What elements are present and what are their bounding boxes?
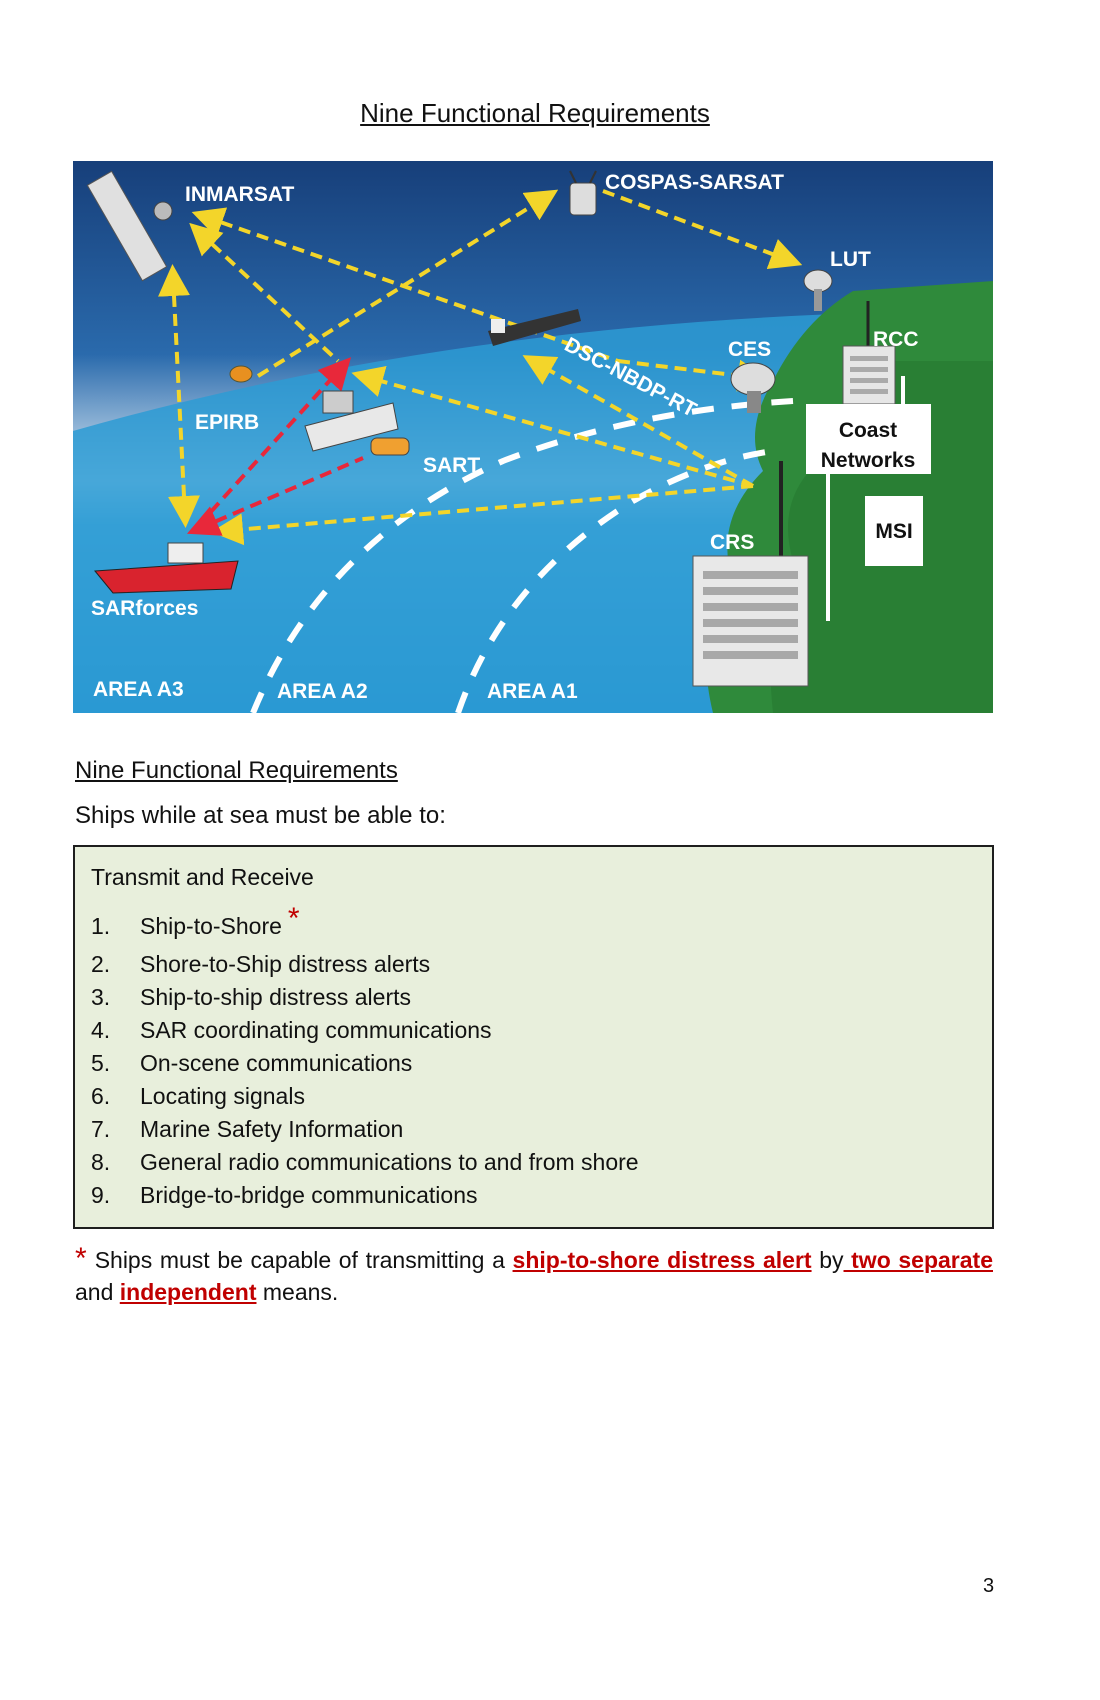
item-number: 5. xyxy=(91,1050,111,1076)
footnote-text-2: by xyxy=(811,1247,844,1273)
item-text: Locating signals xyxy=(140,1083,305,1109)
highlight-distress-alert: ship-to-shore distress alert xyxy=(512,1247,812,1273)
label-crs: CRS xyxy=(710,531,755,554)
label-area-a3: AREA A3 xyxy=(93,678,184,701)
label-coast: Coast xyxy=(838,419,898,442)
label-sart: SART xyxy=(423,454,481,477)
label-networks: Networks xyxy=(820,449,916,472)
item-text: Marine Safety Information xyxy=(140,1116,404,1142)
page-number: 3 xyxy=(983,1575,995,1597)
item-text: On-scene communications xyxy=(140,1050,413,1076)
item-text: Shore-to-Ship distress alerts xyxy=(140,951,431,977)
list-item xyxy=(91,1050,412,1077)
list-item xyxy=(91,951,430,978)
page-title: Nine Functional Requirements xyxy=(360,98,710,128)
footnote-text-4: means. xyxy=(256,1279,339,1305)
item-text: Ship-to-ship distress alerts xyxy=(140,984,411,1010)
item-number: 4. xyxy=(91,1017,111,1043)
item-number: 7. xyxy=(91,1116,111,1142)
footnote-text-3: and xyxy=(75,1279,120,1305)
highlight-two-separate: two separate xyxy=(843,1247,993,1273)
item-number: 1. xyxy=(91,913,111,939)
list-item xyxy=(91,902,300,942)
list-item xyxy=(91,1182,478,1209)
requirements-box xyxy=(73,845,994,1229)
label-rcc: RCC xyxy=(873,328,919,351)
item-number: 6. xyxy=(91,1083,111,1109)
intro-text: Ships while at sea must be able to: xyxy=(75,802,446,829)
item-text: General radio communications to and from shore xyxy=(140,1149,639,1175)
label-cospas-sarsat: COSPAS-SARSAT xyxy=(605,171,784,194)
label-epirb: EPIRB xyxy=(195,411,260,434)
list-item xyxy=(91,1149,639,1176)
gmdss-diagram xyxy=(73,161,993,713)
item-text: SAR coordinating communications xyxy=(140,1017,492,1043)
list-item xyxy=(91,1116,403,1143)
highlight-independent: independent xyxy=(119,1279,257,1305)
label-dsc-nbdp-rt: DSC-NBDP-RT xyxy=(560,333,701,422)
list-item xyxy=(91,1017,492,1044)
item-number: 9. xyxy=(91,1182,111,1208)
box-heading: Transmit and Receive xyxy=(91,864,314,890)
item-text: Ship-to-Shore xyxy=(140,913,282,939)
sart-icon xyxy=(371,438,409,455)
item-number: 3. xyxy=(91,984,111,1010)
label-msi: MSI xyxy=(875,520,913,543)
item-text: Bridge-to-bridge communications xyxy=(140,1182,478,1208)
footnote-asterisk: * xyxy=(75,1242,87,1275)
label-area-a1: AREA A1 xyxy=(487,680,578,703)
label-lut: LUT xyxy=(830,248,871,271)
footnote xyxy=(75,1243,993,1308)
epirb-buoy-icon xyxy=(230,366,252,382)
label-sarforces: SARforces xyxy=(91,597,199,620)
label-inmarsat: INMARSAT xyxy=(185,183,295,206)
label-area-a2: AREA A2 xyxy=(277,680,368,703)
label-ces: CES xyxy=(728,338,772,361)
item-number: 2. xyxy=(91,951,111,977)
list-item xyxy=(91,1083,305,1110)
list-item xyxy=(91,984,411,1011)
footnote-text-1: Ships must be capable of transmitting a xyxy=(94,1247,513,1273)
section-heading: Nine Functional Requirements xyxy=(75,757,398,784)
item-number: 8. xyxy=(91,1149,111,1175)
gmdss-diagram-svg xyxy=(73,161,993,713)
asterisk-marker: * xyxy=(287,902,300,935)
